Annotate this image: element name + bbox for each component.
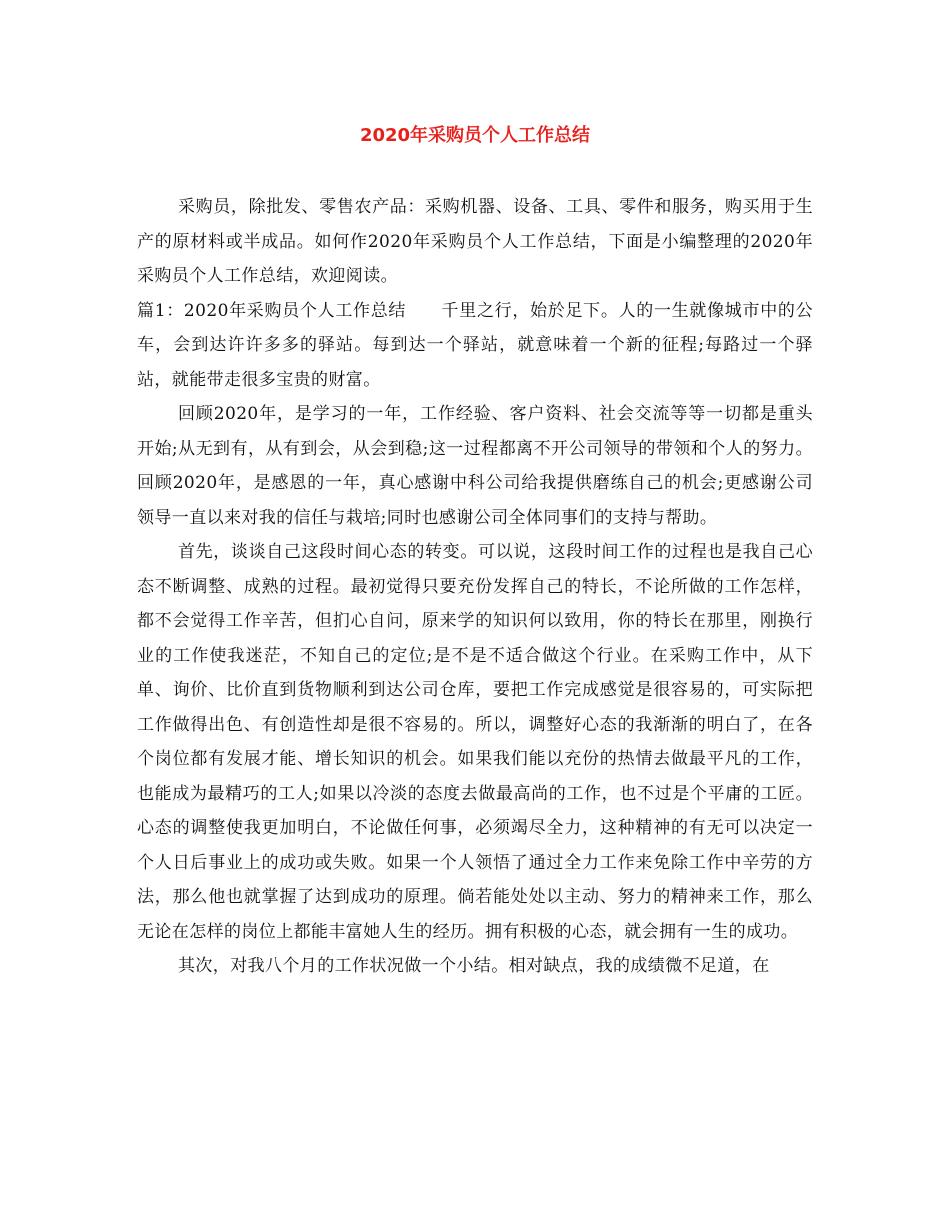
summary-paragraph: 其次，对我八个月的工作状况做一个小结。相对缺点，我的成绩微不足道，在 [178, 956, 770, 976]
intro-paragraph: 采购员，除批发、零售农产品：采购机器、设备、工具、零件和服务，购买用于生产的原材料或半成品。如何作2020年采购员个人工作总结，下面是小编整理的2020年采购员个人工作总结，欢迎阅读。 [137, 197, 813, 286]
review-paragraph: 回顾2020年，是学习的一年，工作经验、客户资料、社会交流等等一切都是重头开始;从无到有，从有到会，从会到稳;这一过程都离不开公司领导的带领和个人的努力。回顾2020年，是感恩的一年，真心感谢中科公司给我提供磨练自己的机会;更感谢公司领导一直以来对我的信任与栽培;同时也感谢公司全体同事们的支持与帮助。 [137, 404, 813, 528]
section-1-paragraph: 篇1：2020年采购员个人工作总结 千里之行，始於足下。人的一生就像城市中的公车，会到达许许多多的驿站。每到达一个驿站，就意味着一个新的征程;每路过一个驿站，就能带走很多宝贵的财富。 [137, 300, 813, 390]
document-body [137, 190, 813, 984]
mindset-paragraph: 首先，谈谈自己这段时间心态的转变。可以说，这段时间工作的过程也是我自己心态不断调整、成熟的过程。最初觉得只要充份发挥自己的特长，不论所做的工作怎样，都不会觉得工作辛苦，但扪心自问，原来学的知识何以致用，你的特长在那里，刚换行业的工作使我迷茫，不知自己的定位;是不是不适合做这个行业。在采购工作中，从下单、询价、比价直到货物顺利到达公司仓库，要把工作完成感觉是很容易的，可实际把工作做得出色、有创造性却是很不容易的。所以，调整好心态的我渐渐的明白了，在各个岗位都有发展才能、增长知识的机会。如果我们能以充份的热情去做最平凡的工作，也能成为最精巧的工人;如果以冷淡的态度去做最高尚的工作，也不过是个平庸的工匠。心态的调整使我更加明白，不论做任何事，必须竭尽全力，这种精神的有无可以决定一个人日后事业上的成功或失败。如果一个人领悟了通过全力工作来免除工作中辛劳的方法，那么他也就掌握了达到成功的原理。倘若能处处以主动、努力的精神来工作，那么无论在怎样的岗位上都能丰富她人生的经历。拥有积极的心态，就会拥有一生的成功。 [137, 542, 813, 942]
document-title: 2020年采购员个人工作总结 [359, 125, 591, 146]
